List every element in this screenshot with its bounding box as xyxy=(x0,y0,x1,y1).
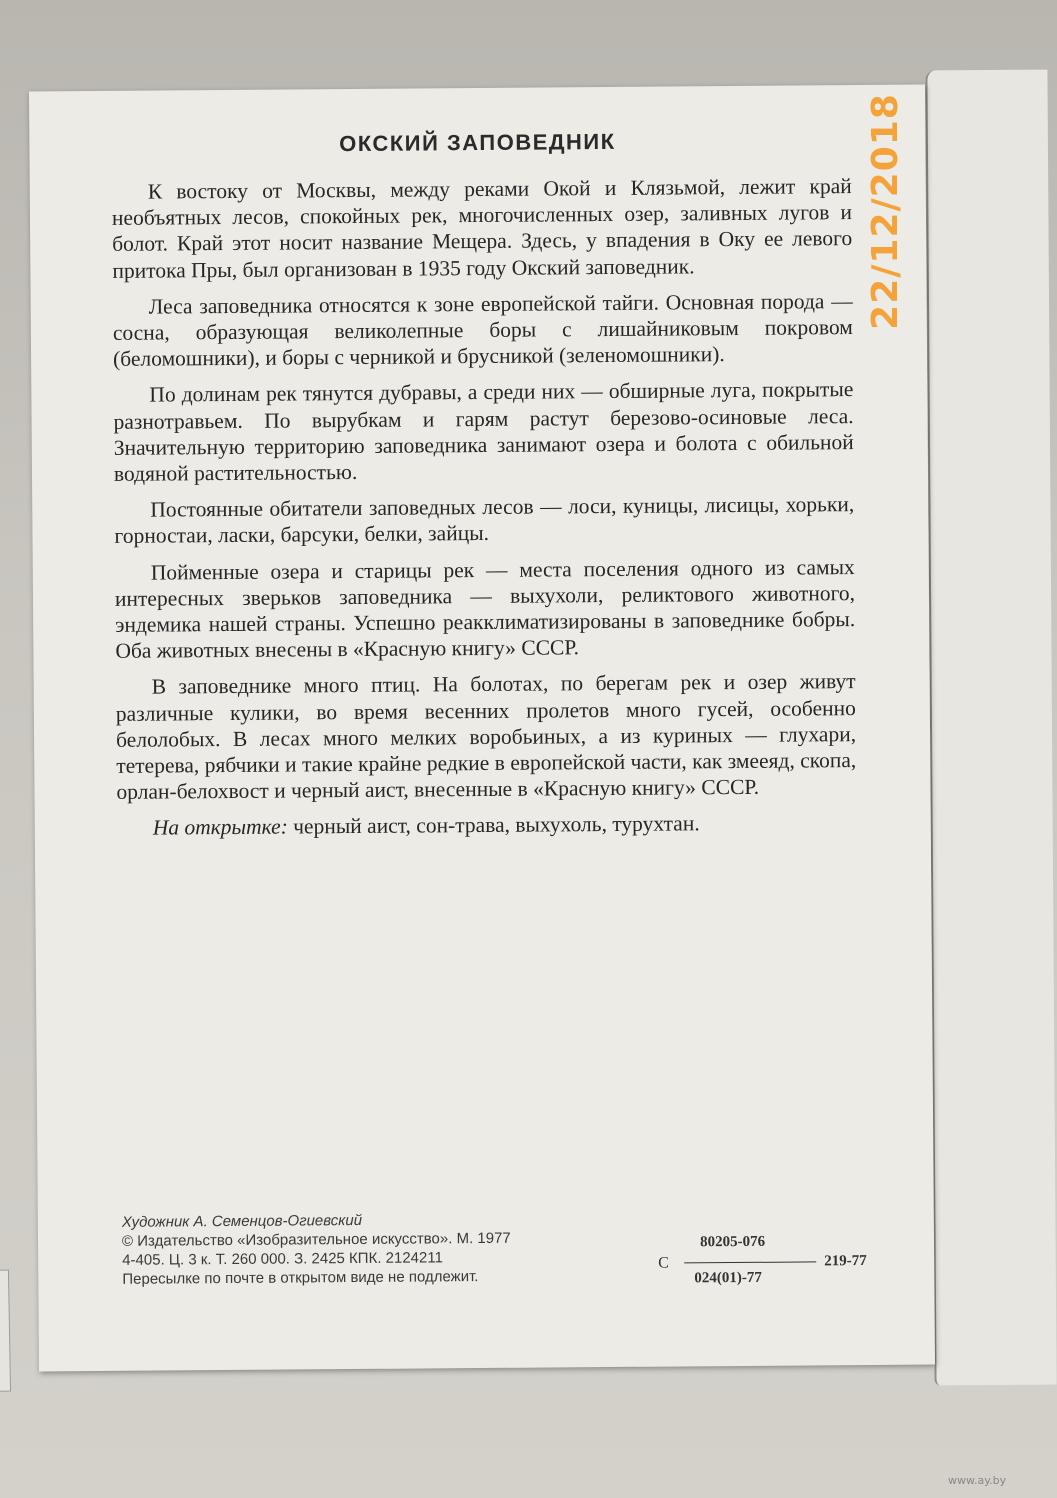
caption-text: черный аист, сон-трава, выхухоль, турухтан. xyxy=(287,811,700,839)
date-stamp xyxy=(862,92,908,330)
page-title: ОКСКИЙ ЗАПОВЕДНИК xyxy=(339,128,616,157)
print-info-line: 4-405. Ц. 3 к. Т. 260 000. З. 2425 КПК. 2124211 xyxy=(122,1249,443,1269)
paragraph-desman: Пойменные озера и старицы рек — места поселения одного из самых интересных зверьков заповедника — выхухоли, реликтового животного, эндемика нашей страны. Успешно реакклиматизированы в заповеднике бобры. Оба животных внесены в «Красную книгу» СССР. xyxy=(114,554,856,664)
index-numerator: 80205-076 xyxy=(699,1233,766,1251)
background-card-right xyxy=(925,70,1056,1386)
watermark: www.ay.by xyxy=(948,1474,1007,1487)
paragraph-inhabitants: Постоянные обитатели заповедных лесов — лоси, куницы, лисицы, хорьки, горностаи, ласки, барсуки, белки, зайцы. xyxy=(114,492,855,549)
artist-label: Художник xyxy=(121,1213,190,1231)
postcard-back xyxy=(29,85,935,1372)
paragraph-valleys: По долинам рек тянутся дубравы, а среди них — обширные луга, покрытые разнотравьем. По вырубкам и гарям растут березово-осиновые леса. Значительную территорию заповедника занимают озера и болота с обильной водяной растительностью. xyxy=(113,377,854,486)
background-card-left xyxy=(0,1270,11,1393)
publisher-line: © Издательство «Изобразительное искусство». М. 1977 xyxy=(121,1229,511,1250)
fraction-line xyxy=(684,1261,816,1263)
index-prefix: С xyxy=(658,1254,669,1272)
caption-label: На открытке: xyxy=(152,814,288,841)
date-stamp-text: 22/12/2018 xyxy=(864,92,906,330)
index-denominator: 024(01)-77 xyxy=(694,1269,762,1287)
index-suffix: 219-77 xyxy=(824,1252,867,1270)
index-code xyxy=(650,1233,910,1295)
imprint xyxy=(122,1208,683,1288)
paragraph-forests: Леса заповедника относятся к зоне европейской тайги. Основная порода — сосна, образующая великолепные боры с лишайниковым покровом (беломошники), и боры с черникой и брусникой (зеленомошники). xyxy=(112,288,853,372)
caption xyxy=(117,810,857,842)
article-body xyxy=(112,173,857,851)
artist-name: А. Семенцов-Огиевский xyxy=(193,1211,363,1231)
mail-note-line: Пересылке по почте в открытом виде не подлежит. xyxy=(122,1268,479,1288)
paragraph-meshchera: К востоку от Москвы, между реками Окой и Клязьмой, лежит край необъятных лесов, спокойных рек, многочисленных озер, заливных лугов и болот. Край этот носит название Мещера. Здесь, у впадения в Оку ее левого притока Пры, был организован в 1935 году Окский заповедник. xyxy=(111,174,853,283)
paragraph-birds: В заповеднике много птиц. На болотах, по берегам рек и озер живут различные кулики, во время весенних пролетов много гусей, особенно белолобых. В лесах много мелких воробьиных, а из куриных — глухари, тетерева, рябчики и такие крайне редкие в европейской части, как змееяд, скопа, орлан-белохвост и черный аист, внесенные в «Красную книгу» СССР. xyxy=(115,669,857,805)
